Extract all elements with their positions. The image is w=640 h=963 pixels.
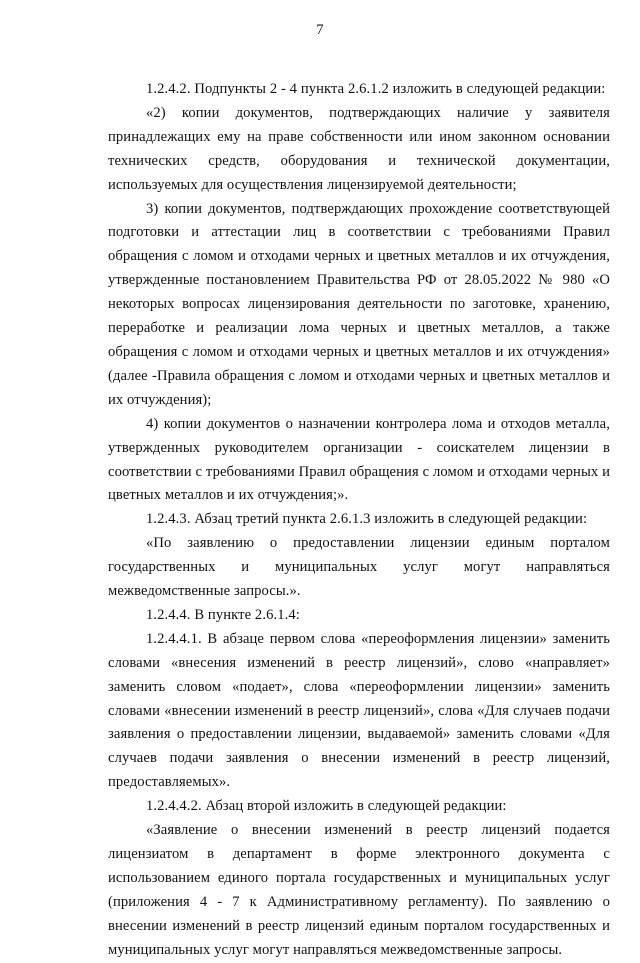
paragraph-quote-application: «Заявление о внесении изменений в реестр лицензий подается лицензиатом в департамент в форме электронного документа с использованием единого портала государственных и муниципальных услуг (приложения 4 - 7 к Административному регламенту). По заявлению о внесении изменений в реестр лицензий единым порталом государственных и муниципальных услуг могут направляться межведомственные запросы. (108, 822, 610, 958)
paragraph-subitem-2: «2) копии документов, подтверждающих наличие у заявителя принадлежащих ему на праве собственности или ином законном основании технических средств, оборудования и технической документации, используемых для осуществления лицензируемой деятельности; (108, 104, 610, 193)
paragraph-1-2-4-4-2: 1.2.4.4.2. Абзац второй изложить в следующей редакции: (146, 798, 507, 815)
paragraph-quote-portal: «По заявлению о предоставлении лицензии единым порталом государственных и муниципальных услуг могут направляться межведомственные запросы.». (108, 535, 610, 600)
paragraph-1-2-4-4: 1.2.4.4. В пункте 2.6.1.4: (146, 606, 300, 623)
document-body (108, 78, 610, 963)
paragraph-1-2-4-4-1: 1.2.4.4.1. В абзаце первом слова «переоформления лицензии» заменить словами «внесения изменений в реестр лицензий», слово «направляет» заменить словом «подает», слова «переоформлении лицензии» заменить словами «внесении изменений в реестр лицензий», слова «Для случаев подачи заявления о предоставлении лицензии, выдаваемой» заменить словами «Для случаев подачи заявления о внесении изменений в реестр лицензий, предоставляемых». (108, 630, 610, 791)
page-number: 7 (316, 22, 324, 38)
paragraph-subitem-4: 4) копии документов о назначении контролера лома и отходов металла, утвержденных руководителем организации - соискателем лицензии в соответствии с требованиями Правил обращения с ломом и отходами черных и цветных металлов и их отчуждения;». (108, 415, 610, 504)
paragraph-1-2-4-2: 1.2.4.2. Подпункты 2 - 4 пункта 2.6.1.2 изложить в следующей редакции: (146, 81, 606, 97)
paragraph-1-2-4-3: 1.2.4.3. Абзац третий пункта 2.6.1.3 изложить в следующей редакции: (146, 511, 588, 528)
paragraph-subitem-3: 3) копии документов, подтверждающих прохождение соответствующей подготовки и аттестации лиц в соответствии с требованиями Правил обращения с ломом и отходами черных и цветных металлов и их отчуждения, утвержденные постановлением Правительства РФ от 28.05.2022 № 980 «О некоторых вопросах лицензирования деятельности по заготовке, хранению, переработке и реализации лома черных и цветных металлов, а также обращения с ломом и отходами черных и цветных металлов и их отчуждения» (далее -Правила обращения с ломом и отходами черных и цветных металлов и их отчуждения); (108, 200, 610, 408)
